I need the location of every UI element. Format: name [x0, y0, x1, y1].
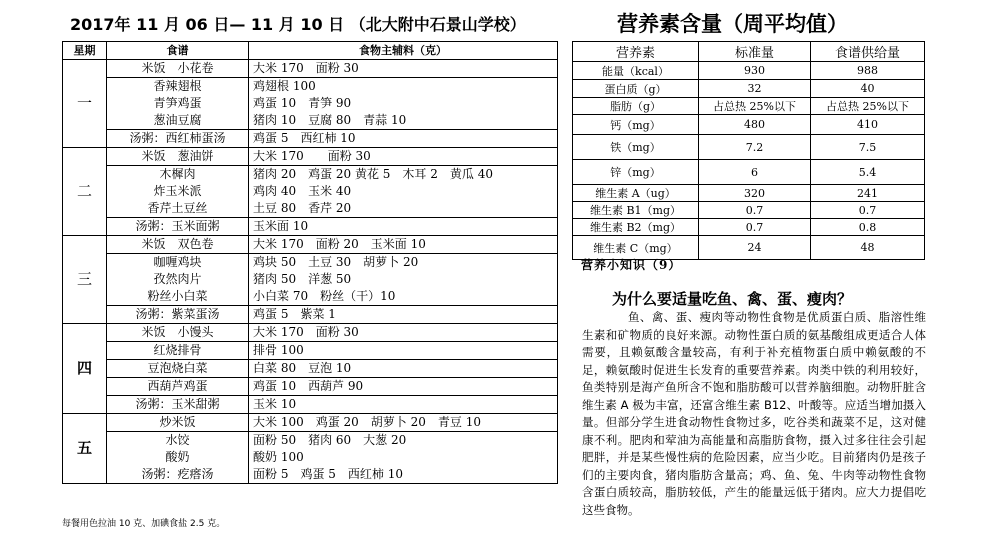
- nutrient-standard: 6: [699, 160, 811, 185]
- nutrient-supply: 988: [811, 62, 925, 80]
- ingredient-cell: 大米 100 鸡蛋 20 胡萝卜 20 青豆 10: [249, 414, 558, 432]
- ingredient-cell: 面粉 5 鸡蛋 5 西红柿 10: [249, 466, 558, 484]
- table-row: [63, 130, 558, 148]
- ingredient-cell: 玉米 10: [249, 396, 558, 414]
- table-row: [63, 236, 558, 254]
- nutrient-standard: 0.7: [699, 219, 811, 236]
- table-row: [63, 360, 558, 378]
- dish-cell: 米饭 葱油饼: [107, 148, 249, 166]
- nutrient-name: 维生素 B2（mg）: [573, 219, 699, 236]
- table-row: [573, 115, 925, 135]
- ingredient-cell: 酸奶 100: [249, 449, 558, 466]
- table-row: [63, 271, 558, 288]
- table-row: [63, 432, 558, 450]
- ingredient-cell: 土豆 80 香芹 20: [249, 200, 558, 218]
- menu-header-row: [63, 42, 558, 60]
- dish-cell: 米饭 小花卷: [107, 60, 249, 78]
- nutrition-header-row: [573, 42, 925, 62]
- ingredient-cell: 猪肉 50 洋葱 50: [249, 271, 558, 288]
- ingredient-cell: 排骨 100: [249, 342, 558, 360]
- ingredient-cell: 鸡蛋 5 西红柿 10: [249, 130, 558, 148]
- nutrient-standard: 7.2: [699, 135, 811, 160]
- table-row: [63, 466, 558, 484]
- ingredient-cell: 鸡翅根 100: [249, 78, 558, 96]
- dish-cell: 粉丝小白菜: [107, 288, 249, 306]
- nutrient-supply: 40: [811, 80, 925, 98]
- table-row: [573, 185, 925, 202]
- nutrient-supply: 410: [811, 115, 925, 135]
- nutrient-supply: 5.4: [811, 160, 925, 185]
- table-row: [63, 166, 558, 184]
- ingredient-cell: 猪肉 20 鸡蛋 20 黄花 5 木耳 2 黄瓜 40: [249, 166, 558, 184]
- table-row: [63, 218, 558, 236]
- dish-cell: 炒米饭: [107, 414, 249, 432]
- table-row: [63, 60, 558, 78]
- dish-cell: 西葫芦鸡蛋: [107, 378, 249, 396]
- dish-cell: 汤粥：西红柿蛋汤: [107, 130, 249, 148]
- knowledge-label: 营养小知识（9）: [581, 258, 682, 272]
- dish-cell: 孜然肉片: [107, 271, 249, 288]
- header-nutrient: 营养素: [573, 42, 699, 62]
- dish-cell: 香辣翅根: [107, 78, 249, 96]
- dish-cell: 酸奶: [107, 449, 249, 466]
- dish-cell: 米饭 双色卷: [107, 236, 249, 254]
- dish-cell: 汤粥：紫菜蛋汤: [107, 306, 249, 324]
- nutrient-supply: 占总热 25%以下: [811, 98, 925, 115]
- nutrient-supply: 0.8: [811, 219, 925, 236]
- dish-cell: 红烧排骨: [107, 342, 249, 360]
- nutrition-table: [572, 41, 925, 260]
- dish-cell: 青笋鸡蛋: [107, 95, 249, 112]
- header-recipe: 食谱: [107, 42, 249, 60]
- nutrient-name: 维生素 A（ug）: [573, 185, 699, 202]
- nutrient-name: 锌（mg）: [573, 160, 699, 185]
- table-row: [63, 148, 558, 166]
- dish-cell: 炸玉米派: [107, 183, 249, 200]
- ingredient-cell: 鸡蛋 10 西葫芦 90: [249, 378, 558, 396]
- nutrient-name: 脂肪（g）: [573, 98, 699, 115]
- table-row: [63, 414, 558, 432]
- nutrient-supply: 0.7: [811, 202, 925, 219]
- table-row: [573, 135, 925, 160]
- table-row: [63, 183, 558, 200]
- day-monday: 一: [63, 60, 107, 148]
- nutrient-name: 铁（mg）: [573, 135, 699, 160]
- ingredient-cell: 猪肉 10 豆腐 80 青蒜 10: [249, 112, 558, 130]
- header-weekday: 星期: [63, 42, 107, 60]
- day-wednesday: 三: [63, 236, 107, 324]
- dish-cell: 香芹土豆丝: [107, 200, 249, 218]
- table-row: [573, 219, 925, 236]
- table-row: [63, 396, 558, 414]
- table-row: [573, 80, 925, 98]
- ingredient-cell: 鸡块 50 土豆 30 胡萝卜 20: [249, 254, 558, 272]
- nutrient-name: 蛋白质（g）: [573, 80, 699, 98]
- nutrient-supply: 7.5: [811, 135, 925, 160]
- table-row: [63, 449, 558, 466]
- nutrient-standard: 占总热 25%以下: [699, 98, 811, 115]
- nutrient-standard: 0.7: [699, 202, 811, 219]
- dish-cell: 汤粥：玉米面粥: [107, 218, 249, 236]
- nutrient-name: 维生素 B1（mg）: [573, 202, 699, 219]
- table-row: [63, 95, 558, 112]
- dish-cell: 豆泡烧白菜: [107, 360, 249, 378]
- dish-cell: 米饭 小馒头: [107, 324, 249, 342]
- day-tuesday: 二: [63, 148, 107, 236]
- footnote: 每餐用色拉油 10 克、加碘食盐 2.5 克。: [62, 519, 226, 529]
- nutrient-name: 维生素 C（mg）: [573, 236, 699, 260]
- nutrient-standard: 24: [699, 236, 811, 260]
- dish-cell: 水饺: [107, 432, 249, 450]
- table-row: [63, 306, 558, 324]
- menu-title: 2017年 11 月 06 日— 11 月 10 日 （北大附中石景山学校）: [70, 15, 526, 34]
- table-row: [63, 112, 558, 130]
- nutrition-title: 营养素含量（周平均值）: [617, 12, 848, 36]
- table-row: [63, 288, 558, 306]
- dish-cell: 葱油豆腐: [107, 112, 249, 130]
- ingredient-cell: 大米 170 面粉 20 玉米面 10: [249, 236, 558, 254]
- dish-cell: 木樨肉: [107, 166, 249, 184]
- table-row: [573, 98, 925, 115]
- ingredient-cell: 大米 170 面粉 30: [249, 60, 558, 78]
- ingredient-cell: 玉米面 10: [249, 218, 558, 236]
- table-row: [573, 160, 925, 185]
- nutrient-standard: 930: [699, 62, 811, 80]
- ingredient-cell: 白菜 80 豆泡 10: [249, 360, 558, 378]
- nutrient-standard: 480: [699, 115, 811, 135]
- ingredient-cell: 小白菜 70 粉丝（干）10: [249, 288, 558, 306]
- nutrient-standard: 320: [699, 185, 811, 202]
- dish-cell: 咖喱鸡块: [107, 254, 249, 272]
- day-friday: 五: [63, 414, 107, 484]
- nutrient-supply: 241: [811, 185, 925, 202]
- header-ingredients: 食物主辅料（克）: [249, 42, 558, 60]
- dish-cell: 汤粥：玉米甜粥: [107, 396, 249, 414]
- table-row: [63, 342, 558, 360]
- table-row: [63, 324, 558, 342]
- ingredient-cell: 大米 170 面粉 30: [249, 324, 558, 342]
- ingredient-cell: 鸡肉 40 玉米 40: [249, 183, 558, 200]
- day-thursday: 四: [63, 324, 107, 414]
- table-row: [63, 378, 558, 396]
- article-title: 为什么要适量吃鱼、禽、蛋、瘦肉？: [612, 290, 853, 308]
- nutrient-name: 能量（kcal）: [573, 62, 699, 80]
- table-row: [63, 254, 558, 272]
- nutrient-standard: 32: [699, 80, 811, 98]
- table-row: [63, 78, 558, 96]
- table-row: [63, 200, 558, 218]
- table-row: [573, 62, 925, 80]
- nutrient-supply: 48: [811, 236, 925, 260]
- ingredient-cell: 鸡蛋 5 紫菜 1: [249, 306, 558, 324]
- menu-table: [62, 41, 558, 484]
- table-row: [573, 202, 925, 219]
- ingredient-cell: 鸡蛋 10 青笋 90: [249, 95, 558, 112]
- header-supply: 食谱供给量: [811, 42, 925, 62]
- ingredient-cell: 大米 170 面粉 30: [249, 148, 558, 166]
- dish-cell: 汤粥：疙瘩汤: [107, 466, 249, 484]
- header-standard: 标准量: [699, 42, 811, 62]
- ingredient-cell: 面粉 50 猪肉 60 大葱 20: [249, 432, 558, 450]
- nutrient-name: 钙（mg）: [573, 115, 699, 135]
- article-body: 鱼、禽、蛋、瘦肉等动物性食物是优质蛋白质、脂溶性维生素和矿物质的良好来源。动物性蛋白质的氨基酸组成更适合人体需要，且赖氨酸含量较高，有利于补充植物蛋白质中赖氨酸的不足，赖氨酸时促进生长发育的重要营养素。肉类中铁的利用较好，鱼类特别是海产鱼所含不饱和脂肪酸可以营养脑细胞。动物肝脏含维生素 A 极为丰富，还富含维生素 B12、叶酸等。应适当增加摄入量。但部分学生进食动物性食物过多，吃谷类和蔬菜不足，这对健康不利。肥肉和荤油为高能量和高脂肪食物，摄入过多往往会引起肥胖，并是某些慢性病的危险因素，应当少吃。目前猪肉仍是孩子们的主要肉食，猪肉脂肪含量高；鸡、鱼、兔、牛肉等动物性食物含蛋白质较高，脂肪较低，产生的能量远低于猪肉。应大力提倡吃这些食物。: [582, 310, 926, 517]
